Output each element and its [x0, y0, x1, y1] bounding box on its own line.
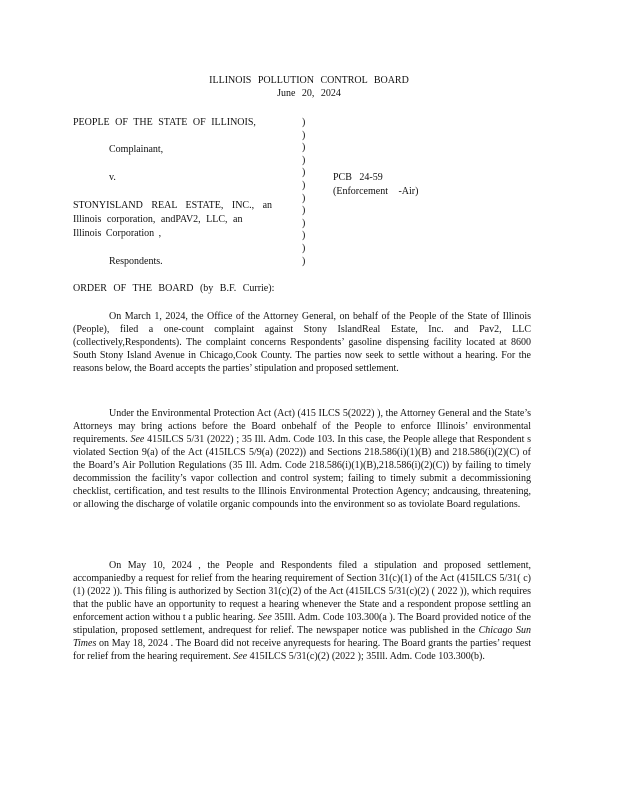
paragraph-2: [73, 407, 531, 511]
caption-respondent-line-1: STONYISLAND REAL ESTATE, INC., an: [73, 200, 273, 211]
paren: ): [302, 192, 306, 204]
caption-respondents: Respondents.: [109, 256, 163, 267]
paren: ): [302, 129, 306, 141]
newspaper-name: Chicago Sun Times: [73, 625, 531, 649]
caption-versus: v.: [109, 172, 116, 183]
paragraph-3: [73, 559, 531, 663]
paragraph-3-text-c: on May 18, 2024 . The Board did not receive anyrequests for hearing. The Board grants the parties’ request for relief from the hearing requirement.: [73, 638, 531, 662]
see-signal: See: [233, 651, 248, 662]
paren: ): [302, 167, 306, 179]
paren: ): [302, 154, 306, 166]
paragraph-2-text-b: 415ILCS 5/31 (2022) ; 35 Ill. Adm. Code 103. In this case, the People allege that Respondent s violated Section 9(a) of the Act (415ILCS 5/9(a) (2022)) and Sections 218.586(i)(1)(B) and 218.586(i)(2)(C) of the Board’s Air Pollution Regulations (35 Ill. Adm. Code 218.586(i)(1)(B),218.586(i)(2)(C)) by failing to timely decommission the facility’s vapor collection and control system; failing to timely submit a decommissioning checklist, certification, and test results to the Illinois Environmental Protection Agency; andcausing, threatening, or allowing the discharge of volatile organic compounds into the environment so as toviolate Board regulations.: [73, 434, 532, 510]
caption-complainant: Complainant,: [109, 144, 164, 155]
paragraph-3-text-d: 415ILCS 5/31(c)(2) (2022 ); 35Ill. Adm. Code 103.300(b).: [249, 651, 485, 662]
paren: ): [302, 230, 306, 242]
paragraph-3-text: [73, 559, 531, 663]
paragraph-1: [73, 310, 531, 375]
see-signal: See: [130, 434, 145, 445]
order-date: June 20, 2024: [277, 88, 341, 99]
caption-people: PEOPLE OF THE STATE OF ILLINOIS,: [73, 117, 256, 128]
paragraph-2-text: [73, 407, 531, 511]
paren: ): [302, 117, 306, 128]
paragraph-2-text-a: Under the Environmental Protection Act (Act) (415 ILCS 5(2022) ), the Attorney General and the State’s Attorneys may bring actions before the Board onbehalf of the People to enforce Illinois’ environmental requirements.: [73, 408, 531, 445]
paren: ): [302, 217, 306, 229]
paragraph-3-text-b: 35Ill. Adm. Code 103.300(a ). The Board provided notice of the stipulation, proposed settlement, andrequest for relief. The newspaper notice was published in the: [73, 612, 531, 636]
caption-parentheses: [302, 116, 305, 267]
paren: ): [302, 242, 306, 254]
paragraph-3-text-a: On May 10, 2024 , the People and Respondents filed a stipulation and proposed settlement, accompaniedby a request for relief from the hearing requirement of Section 31(c)(1) of the Act (415ILCS 5/31( c)(1) (2022 )). This filing is authorized by Section 31(c)(2) of the Act (415ILCS 5/31(c)(2) ( 2022 )), which requires that the public have an opportunity to request a hearing whenever the State and a respondent propose settling an enforcement action withou t a public hearing.: [73, 560, 531, 623]
case-number: PCB 24-59: [333, 172, 383, 183]
order-heading: ORDER OF THE BOARD (by B.F. Currie):: [73, 283, 275, 294]
caption-respondent-line-2: Illinois corporation, andPAV2, LLC, an: [73, 214, 243, 225]
caption-respondent-line-3: Illinois Corporation ,: [73, 228, 162, 239]
agency-title: ILLINOIS POLLUTION CONTROL BOARD: [209, 75, 409, 86]
paragraph-1-text: On March 1, 2024, the Office of the Attorney General, on behalf of the People of the State of Illinois (People), filed a one-count complaint against Stony IslandReal Estate, Inc. and Pav2, LLC (collectively,Respondents). The complaint concerns Respondents’ gasoline dispensing facility located at 8600 South Stony Island Avenue in Chicago,Cook County. The parties now seek to settle without a hearing. For the reasons below, the Board accepts the parties’ stipulation and proposed settlement.: [73, 311, 531, 374]
paren: ): [302, 179, 306, 191]
paren: ): [302, 255, 306, 267]
case-type: (Enforcement -Air): [333, 186, 419, 197]
paren: ): [302, 142, 306, 154]
paren: ): [302, 205, 306, 217]
see-signal: See: [257, 612, 272, 623]
